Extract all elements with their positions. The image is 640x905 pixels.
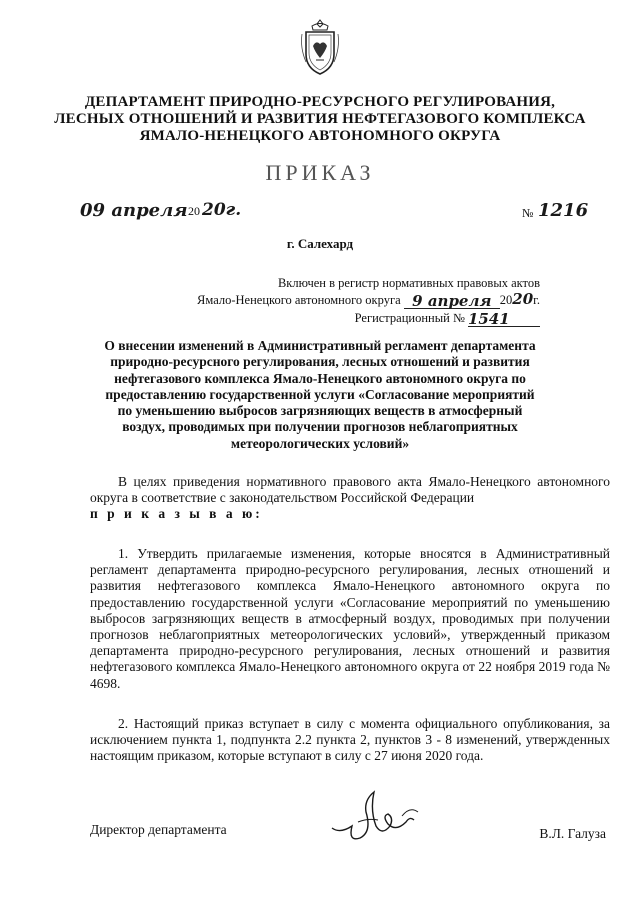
preamble-text: В целях приведения нормативного правового акта Ямало-Ненецкого автономного округа в соответствие с законодательством Российской Федерации	[90, 474, 610, 506]
city: г. Салехард	[286, 236, 354, 251]
registry-line-2: Ямало-Ненецкого автономного округа 9 апреля 2020г.	[197, 290, 540, 310]
handwritten-number: 1216	[538, 200, 589, 221]
coat-of-arms-icon	[298, 18, 342, 78]
decree-word: п р и к а з ы в а ю:	[90, 506, 263, 522]
org-line-2: ЛЕСНЫХ ОТНОШЕНИЙ И РАЗВИТИЯ НЕФТЕГАЗОВОГО КОМПЛЕКСА	[54, 111, 586, 127]
signer-name: В.Л. Галуза	[539, 826, 606, 841]
registry-number-field: 1541	[468, 309, 540, 327]
date-number-line	[80, 200, 589, 226]
organization-name	[40, 94, 600, 145]
org-line-1: ДЕПАРТАМЕНТ ПРИРОДНО-РЕСУРСНОГО РЕГУЛИРОВАНИЯ,	[84, 94, 556, 110]
registry-line-3: Регистрационный № 1541	[197, 309, 540, 327]
document-subject: О внесении изменений в Административный регламент департамента природно-ресурсного регулирования, лесных отношений и развития нефтегазового комплекса Ямало-Ненецкого автономного округа по предоставлению государственной услуги «Согласование мероприятий по уменьшению выбросов загрязняющих веществ в атмосферный воздух, проводимых при получении прогнозов неблагоприятных метеорологических условий»	[104, 338, 536, 451]
item-1-paragraph: 1. Утвердить прилагаемые изменения, которые вносятся в Административный регламент департамента природно-ресурсного регулирования, лесных отношений и развития нефтегазового комплекса Ямало-Ненецкого автономного округа по предоставлению государственной услуги «Согласование мероприятий по уменьшению выбросов загрязняющих веществ в атмосферный воздух, проводимых при получении прогнозов неблагоприятных метеорологических условий», утвержденный приказом департамента природно-ресурсного регулирования, лесных отношений и развития нефтегазового комплекса Ямало-Ненецкого автономного округа от 22 ноября 2019 года № 4698.	[90, 546, 610, 691]
item-2-paragraph: 2. Настоящий приказ вступает в силу с момента официального опубликования, за исключением пункта 1, подпункта 2.2 пункта 2, пунктов 3 - 8 изменений, утвержденных настоящим приказом, которые вступают в силу с 27 июня 2020 года.	[90, 716, 610, 764]
document-type: ПРИКАЗ	[265, 160, 375, 185]
handwritten-signature-icon	[318, 782, 438, 852]
preamble-paragraph	[90, 474, 610, 523]
registry-stamp	[197, 275, 540, 327]
registry-date-field: 9 апреля	[404, 291, 500, 309]
signer-position: Директор департамента	[90, 822, 227, 837]
handwritten-date: 09 апреля	[80, 200, 188, 221]
number-label: №	[522, 206, 534, 220]
year-prefix: 20	[188, 204, 200, 218]
org-line-3: ЯМАЛО-НЕНЕЦКОГО АВТОНОМНОГО ОКРУГА	[139, 128, 501, 144]
handwritten-year: 20г.	[202, 200, 242, 220]
registry-line-1: Включен в регистр нормативных правовых актов	[277, 276, 540, 290]
